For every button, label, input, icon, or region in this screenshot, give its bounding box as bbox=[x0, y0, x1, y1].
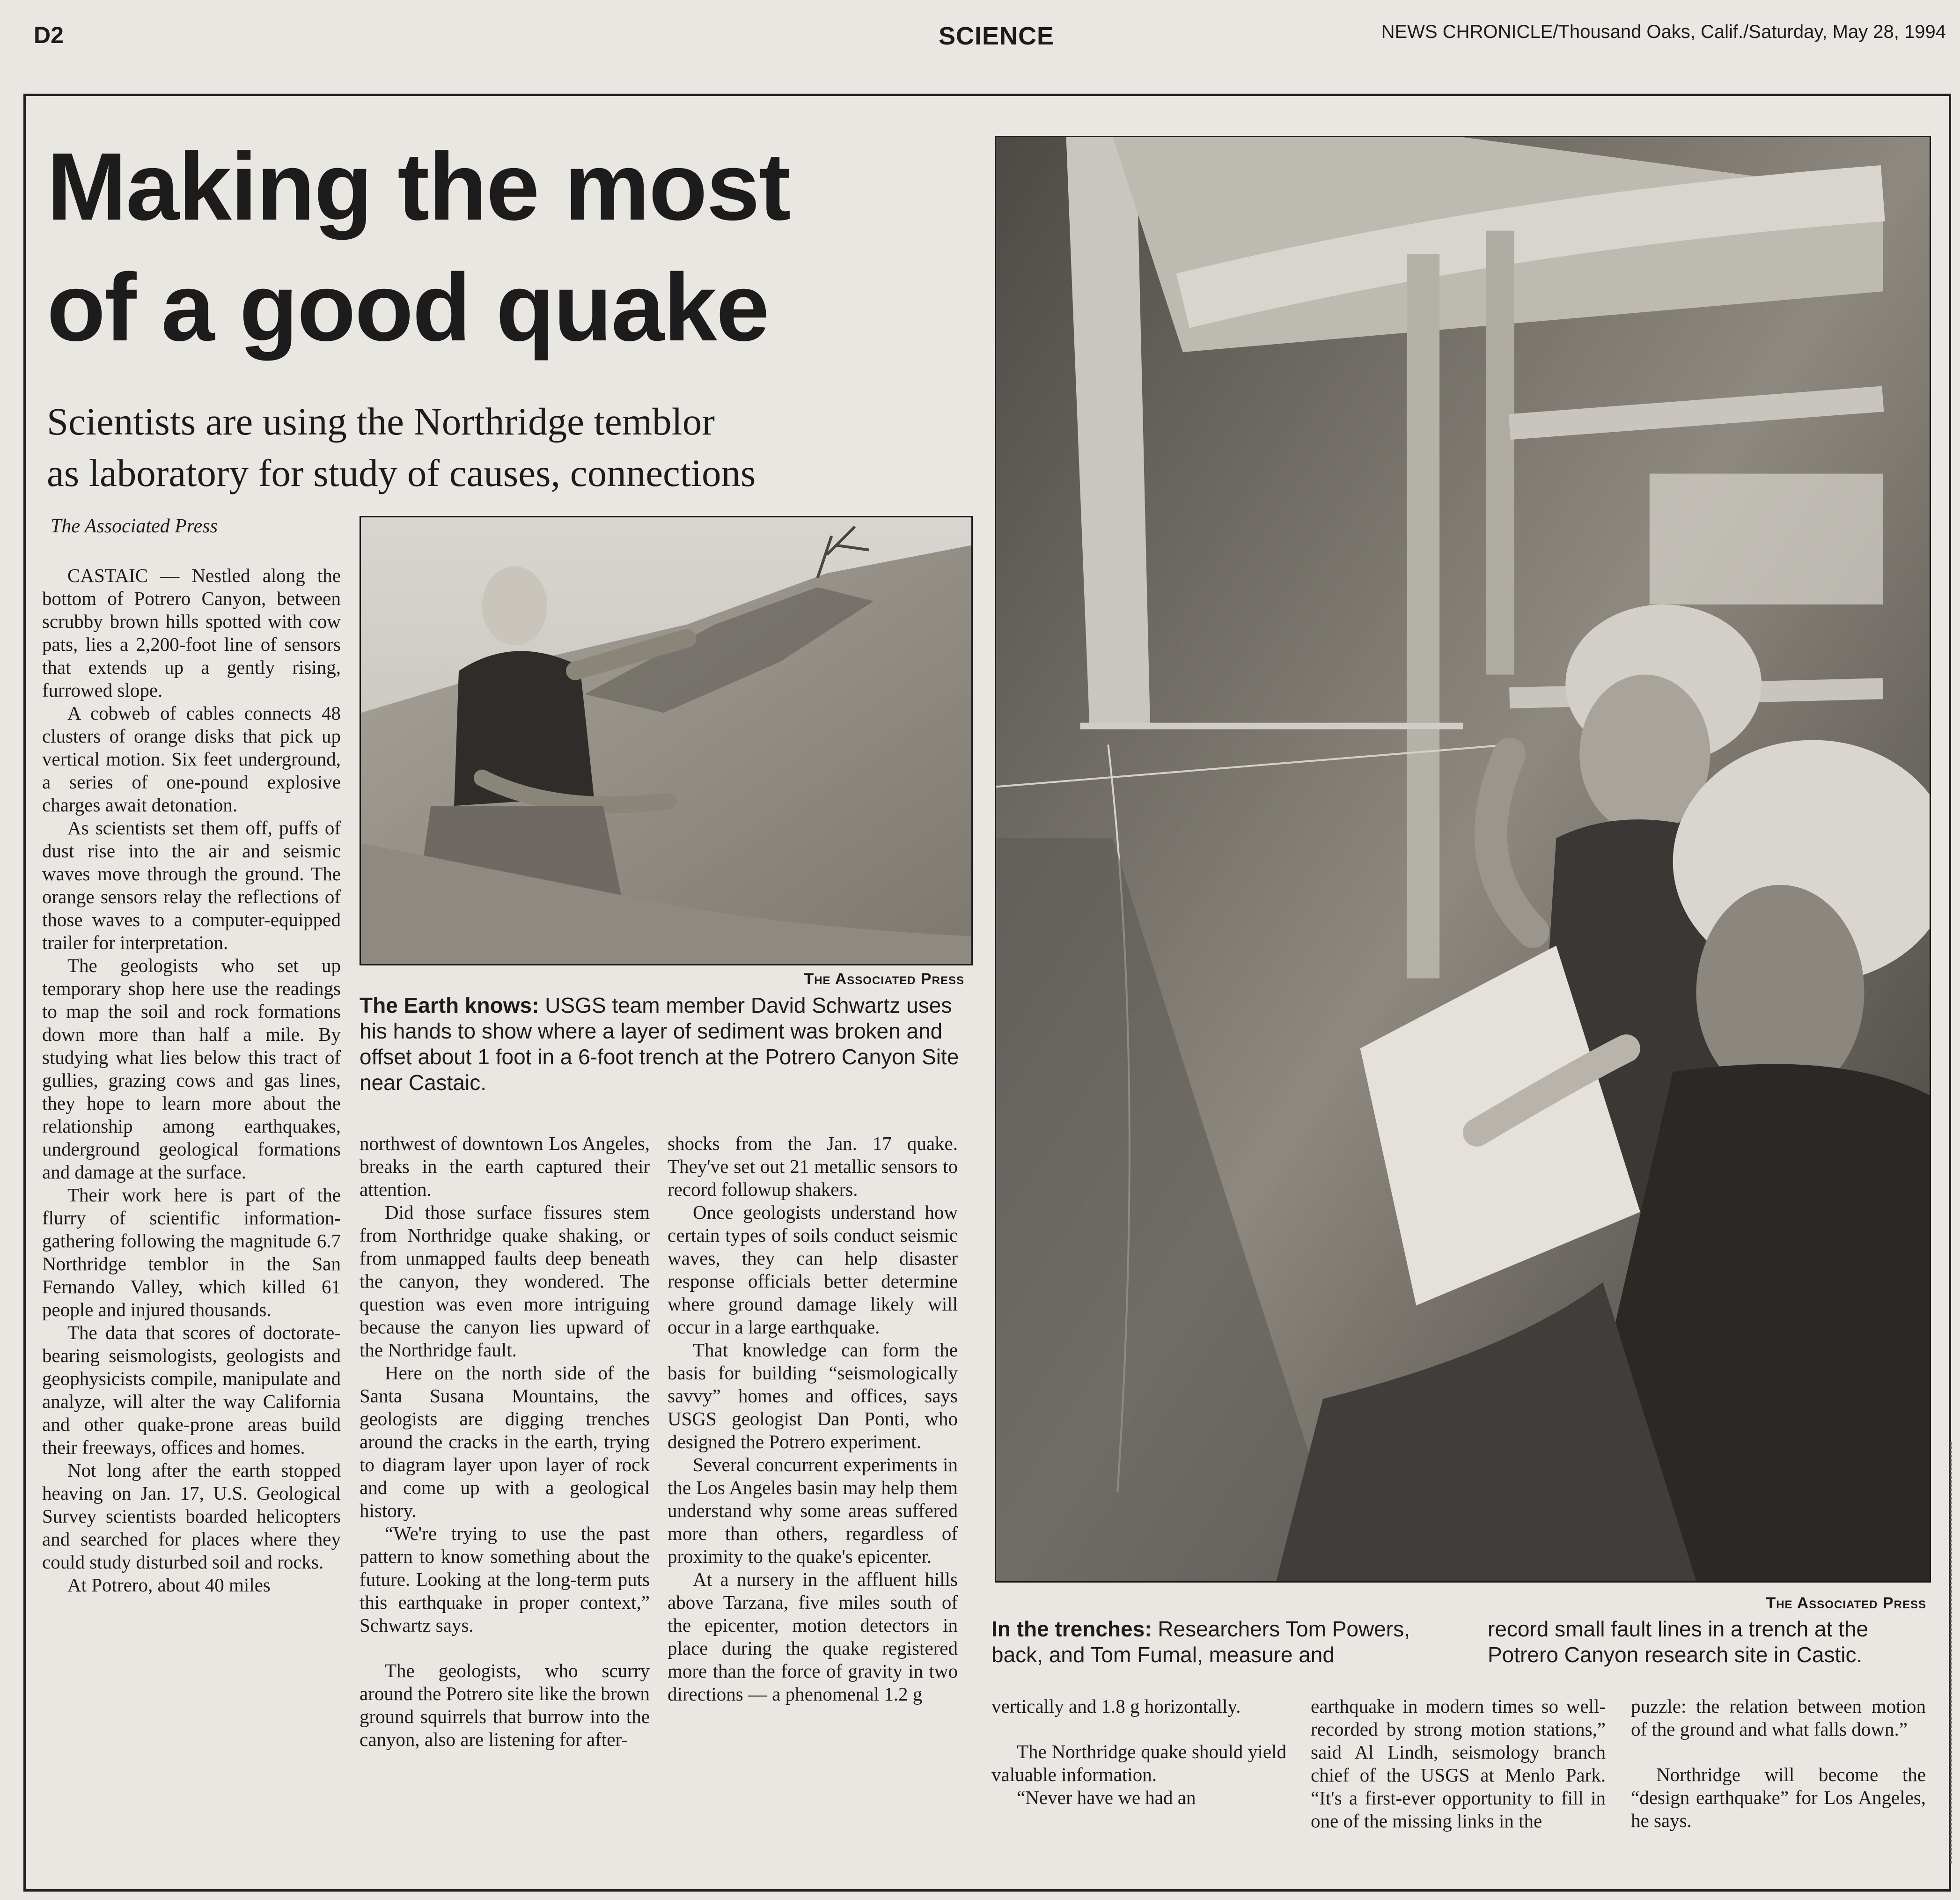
paragraph: shocks from the Jan. 17 quake. They've set out 21 metallic sensors to record followup shakers. bbox=[668, 1133, 958, 1200]
subheadline-line-2: as laboratory for study of causes, connections bbox=[47, 451, 756, 494]
paragraph: The geologists who set up temporary shop here use the readings to map the soil and rock formations down more than half a mile. By studying what lies below this tract of gullies, grazing cows and gas lines, they hope to learn more about the relationship among earthquakes, underground geological formations and damage at the surface. bbox=[42, 955, 341, 1183]
page-folio: D2 bbox=[34, 22, 64, 48]
paragraph: The data that scores of doctorate-bearing seismologists, geologists and geophysicists compile, manipulate and analyze, will alter the way California and other quake-prone areas build their freeways, offices and homes. bbox=[42, 1322, 341, 1458]
photo-caption-1-text: USGS team member David Schwartz uses his hands to show where a layer of sediment was broken and offset about 1 foot in a 6-foot trench at the Potrero Canyon Site near Castaic. bbox=[360, 993, 959, 1095]
photo-caption-1-lead: The Earth knows: bbox=[360, 993, 539, 1017]
scan-edge-mark bbox=[1950, 1442, 1960, 1863]
paragraph: Once geologists understand how certain types of soils conduct seismic waves, they can help disaster response officials better determine where ground damage likely will occur in a large earthquake. bbox=[668, 1201, 958, 1338]
headline-line-2: of a good quake bbox=[47, 254, 769, 361]
paragraph: As scientists set them off, puffs of dust rise into the air and seismic waves move through the ground. The orange sensors relay the reflections of those waves to a computer-equipped trailer for interpretation. bbox=[42, 817, 341, 953]
paragraph: Did those surface fissures stem from Northridge quake shaking, or from unmapped faults deep beneath the canyon, they wondered. The question was even more intriguing because the canyon lies upward of the Northridge fault. bbox=[360, 1201, 650, 1361]
paragraph: Here on the north side of the Santa Susana Mountains, the geologists are digging trenches around the cracks in the earth, trying to diagram layer upon layer of rock and come up with a geological history. bbox=[360, 1362, 650, 1521]
subheadline bbox=[47, 396, 992, 499]
paragraph: earthquake in modern times so well-recorded by strong motion stations,” said Al Lindh, seismology branch chief of the USGS at Menlo Park. “It's a first-ever opportunity to fill in one of the missing links in the bbox=[1311, 1695, 1606, 1832]
photo-caption-2-part-1 bbox=[991, 1616, 1443, 1668]
paragraph: Northridge will become the “design earthquake” for Los Angeles, he says. bbox=[1631, 1764, 1926, 1831]
paragraph: Several concurrent experiments in the Los Angeles basin may help them understand why some areas suffered more than others, regardless of proximity to the quake's epicenter. bbox=[668, 1454, 958, 1567]
photo-caption-2-part-2 bbox=[1488, 1616, 1937, 1668]
photo-geologist-image bbox=[361, 517, 971, 964]
paragraph: northwest of downtown Los Angeles, breaks in the earth captured their attention. bbox=[360, 1133, 650, 1200]
body-column-2 bbox=[360, 1132, 650, 1751]
body-column-4 bbox=[991, 1695, 1286, 1809]
section-label: SCIENCE bbox=[939, 22, 1055, 50]
subheadline-line-1: Scientists are using the Northridge temblor bbox=[47, 400, 715, 443]
paragraph: CASTAIC — Nestled along the bottom of Potrero Canyon, between scrubby brown hills spotted with cow pats, lies a 2,200-foot line of sensors that extends up a gently rising, furrowed slope. bbox=[42, 565, 341, 701]
photo-researchers-image bbox=[996, 137, 1930, 1581]
paragraph: Not long after the earth stopped heaving on Jan. 17, U.S. Geological Survey scientists boarded helicopters and searched for places where they could study disturbed soil and rocks. bbox=[42, 1459, 341, 1573]
photo-caption-1 bbox=[360, 993, 968, 1096]
paragraph: “We're trying to use the past pattern to know something about the future. Looking at the long-term puts this earthquake in proper context,” Schwartz says. bbox=[360, 1523, 650, 1636]
body-column-3 bbox=[668, 1132, 958, 1706]
headline-line-1: Making the most bbox=[47, 133, 790, 240]
photo-caption-2-lead: In the trenches: bbox=[991, 1617, 1152, 1641]
paragraph: At a nursery in the affluent hills above Tarzana, five miles south of the epicenter, motion detectors in place during the quake registered more than the force of gravity in two directions — a phenomenal 1.2 g bbox=[668, 1569, 958, 1705]
paragraph: At Potrero, about 40 miles bbox=[67, 1574, 271, 1596]
byline: The Associated Press bbox=[51, 516, 218, 537]
paragraph: “Never have we had an bbox=[1017, 1787, 1196, 1808]
paragraph: vertically and 1.8 g horizontally. bbox=[991, 1695, 1241, 1717]
body-column-6 bbox=[1631, 1695, 1926, 1832]
paragraph: puzzle: the relation between motion of the ground and what falls down.” bbox=[1631, 1695, 1926, 1740]
paragraph: A cobweb of cables connects 48 clusters of orange disks that pick up vertical motion. Six feet underground, a series of one-pound explosive charges await detonation. bbox=[42, 702, 341, 816]
photo-credit-2: The Associated Press bbox=[1766, 1594, 1926, 1612]
photo-geologist-trench bbox=[360, 516, 973, 965]
paragraph: Their work here is part of the flurry of scientific information-gathering following the magnitude 6.7 Northridge temblor in the San Fernando Valley, which killed 61 people and injured thousands. bbox=[42, 1184, 341, 1320]
body-column-5 bbox=[1311, 1695, 1606, 1833]
headline bbox=[47, 126, 983, 368]
dateline: NEWS CHRONICLE/Thousand Oaks, Calif./Saturday, May 28, 1994 bbox=[1381, 22, 1946, 42]
paragraph: That knowledge can form the basis for building “seismologically savvy” homes and offices, says USGS geologist Dan Ponti, who designed the Potrero experiment. bbox=[668, 1339, 958, 1452]
paragraph: The Northridge quake should yield valuable information. bbox=[991, 1741, 1286, 1785]
paragraph: The geologists, who scurry around the Potrero site like the brown ground squirrels that burrow into the canyon, also are listening for after- bbox=[360, 1660, 650, 1750]
body-column-1 bbox=[42, 564, 341, 1597]
photo-caption-2-text-b: record small fault lines in a trench at the Potrero Canyon research site in Castic. bbox=[1488, 1617, 1869, 1667]
photo-caption-2-text-a: Researchers Tom Powers, back, and Tom Fumal, measure and bbox=[991, 1617, 1410, 1667]
photo-credit-1: The Associated Press bbox=[804, 970, 964, 988]
photo-researchers-trench bbox=[995, 136, 1931, 1583]
